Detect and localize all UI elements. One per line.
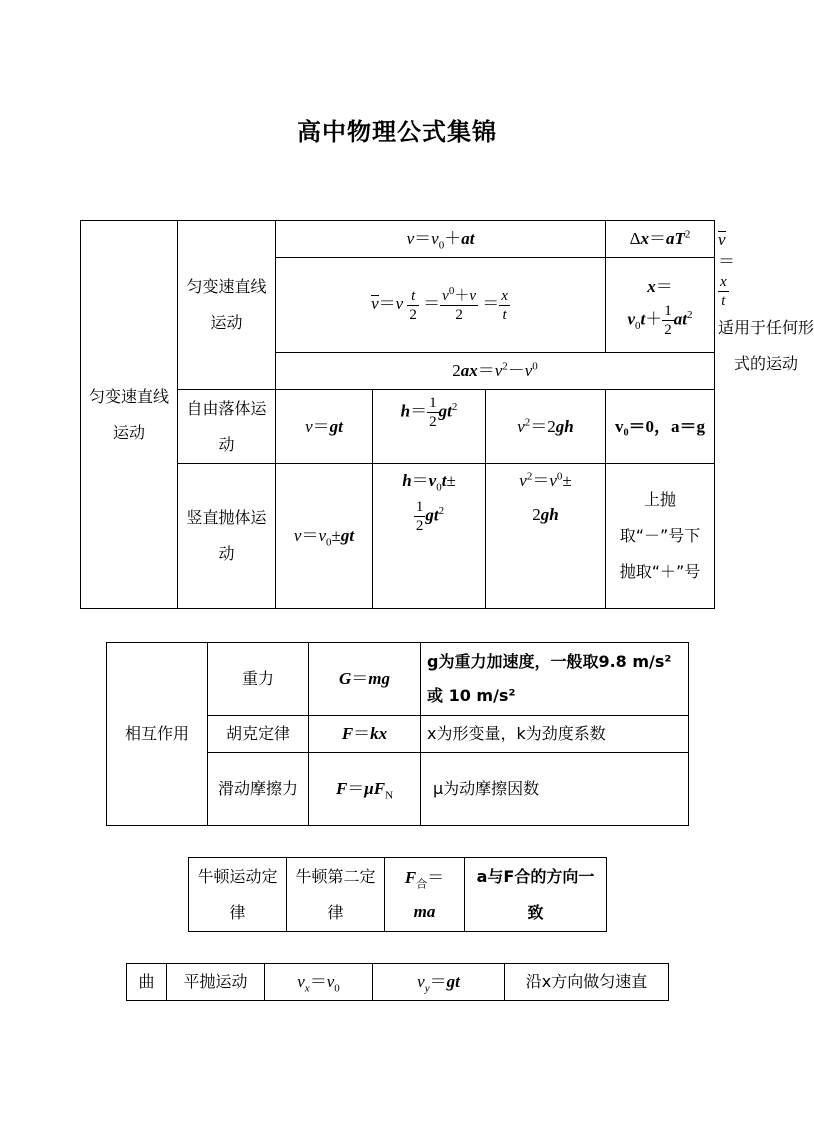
formula-throw-height: $h=v_0t\pm$ $\frac{1}{2}$ $gt^2$ [373, 464, 486, 609]
gravity-note: g为重力加速度，一般取9.8 m/s²或 10 m/s² [421, 643, 689, 716]
formula-vy: $v_y=gt$ [373, 964, 505, 1001]
formula-velocity: $v=v_0+at$ [276, 221, 606, 258]
formula-vx: $v_x=v_0$ [265, 964, 373, 1001]
formula-velocity-displacement: $2ax=v^2-v^0$ [276, 353, 715, 390]
free-fall-condition: v₀＝0，a＝g [606, 390, 715, 464]
row-group-label: 曲 [127, 964, 167, 1001]
newton-table [188, 857, 607, 932]
formula-free-fall-height: h＝ $\frac{1}{2}$ $gt^2$ [373, 390, 486, 464]
vertical-throw-sign-note: 上抛取“－”号下抛取“＋”号 [606, 464, 715, 609]
formula-friction: $F=\mu F_N$ [309, 753, 421, 826]
formula-displacement: x＝ $v_0t+$ $\frac{1}{2}$ $at^2$ [606, 258, 715, 353]
curvilinear-table [126, 963, 669, 1001]
hooke-note: x为形变量，k为劲度系数 [421, 716, 689, 753]
row-label-free-fall: 自由落体运动 [178, 390, 276, 464]
formula-free-fall-velocity: v＝gt [276, 390, 373, 464]
kinematics-table: 匀变速直线运动 匀变速直线运动 $v=v_0+at$ $\Delta x=aT^2$ v＝ $\frac{x}{t}$ 适用于任何形式的运动 v＝v $\frac{t}{2}$ ＝ $\frac{v^0+v}{2}$ ＝ $\frac{x}{t}$ x＝ $v_0t+$ $\frac{1}{2}$ $at^2$ $2ax=v^2-v^0$ 自由落体运动 v＝gt h＝ $\frac{1}{2}$ $gt^2$ $v^2=2gh$ v₀＝0，a＝g 竖直抛体运动 $v=v_0\pm gt$ $h=v_0t\pm$ $\frac{1}{2}$ $gt^2$ $v^2=v^0\pm$ 2gh 上抛取“－”号下抛取“＋”号 [80, 220, 715, 609]
newton-second-law-label: 牛顿第二定律 [287, 858, 385, 932]
formula-average-velocity: v＝v $\frac{t}{2}$ ＝ $\frac{v^0+v}{2}$ ＝ $\frac{x}{t}$ [276, 258, 606, 353]
row-label-projectile: 平抛运动 [167, 964, 265, 1001]
direction-note: a与F合的方向一致 [465, 858, 607, 932]
horizontal-motion-note: 沿x方向做匀速直 [505, 964, 669, 1001]
newton-laws-label: 牛顿运动定律 [189, 858, 287, 932]
forces-table [106, 642, 689, 826]
row-label-hooke: 胡克定律 [208, 716, 309, 753]
formula-delta-x: $\Delta x=aT^2$ [606, 221, 715, 258]
friction-note: μ为动摩擦因数 [421, 753, 689, 826]
formula-throw-v2: $v^2=v^0\pm$ 2gh [486, 464, 606, 609]
formula-newton-second: $F_合=$ ma [385, 858, 465, 932]
page-title: 高中物理公式集锦 [297, 118, 497, 146]
formula-free-fall-v2: $v^2=2gh$ [486, 390, 606, 464]
row-group-label: 匀变速直线运动 [81, 221, 178, 609]
formula-throw-velocity: $v=v_0\pm gt$ [276, 464, 373, 609]
row-label-vertical-throw: 竖直抛体运动 [178, 464, 276, 609]
row-label-gravity: 重力 [208, 643, 309, 716]
row-group-label: 相互作用 [107, 643, 208, 826]
row-label-friction: 滑动摩擦力 [208, 753, 309, 826]
formula-hooke: F＝kx [309, 716, 421, 753]
row-label-uniform-accel: 匀变速直线运动 [178, 221, 276, 390]
formula-gravity: G＝mg [309, 643, 421, 716]
